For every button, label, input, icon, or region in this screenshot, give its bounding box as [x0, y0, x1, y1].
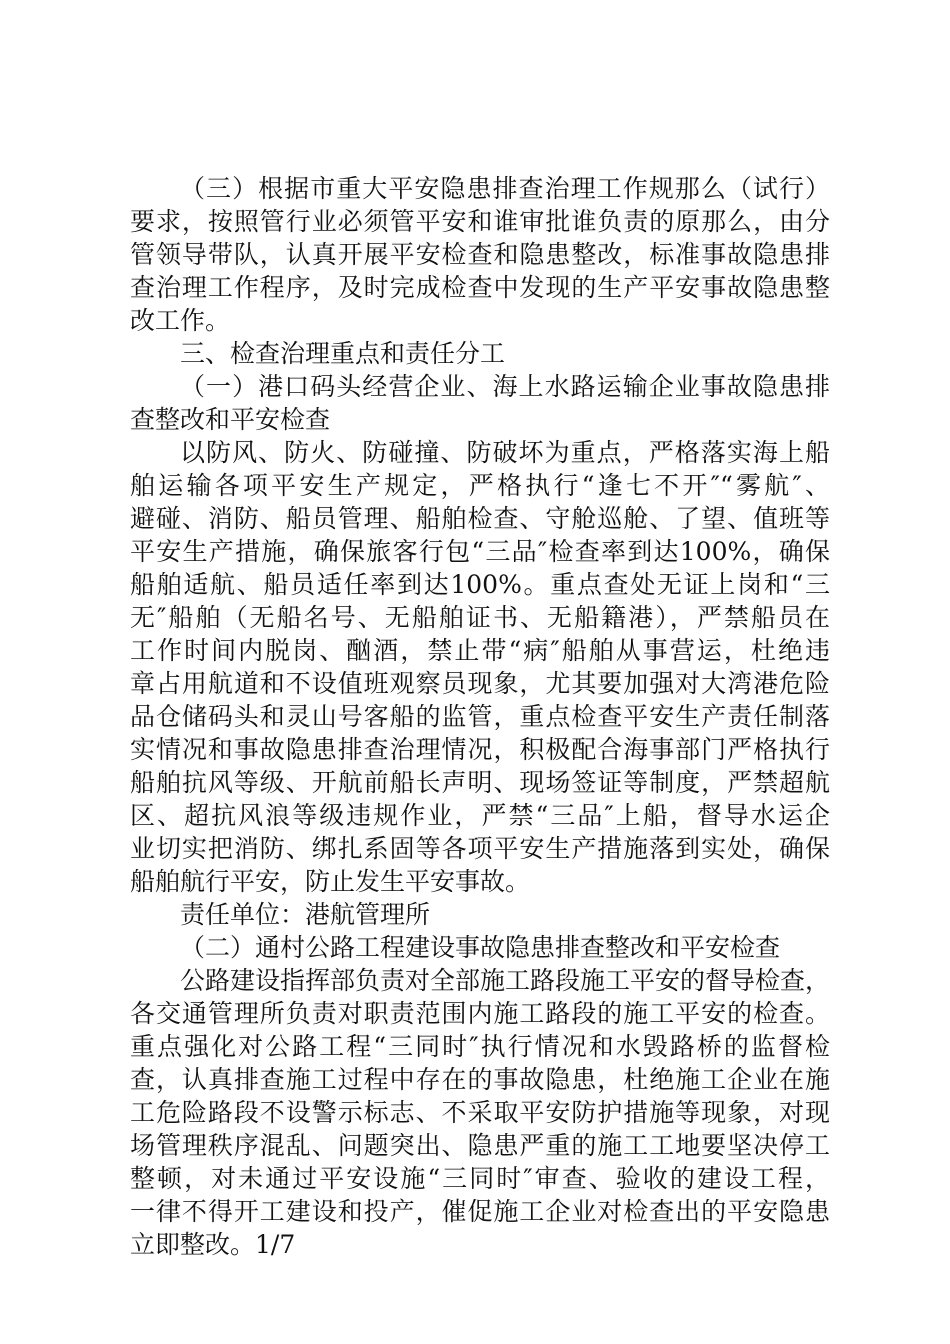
text-line: 重点强化对公路工程“三同时″执行情况和水毁路桥的监督检 — [130, 1032, 830, 1061]
text-line: 改工作。 — [130, 306, 231, 335]
text-line: 船舶航行平安，防止发生平安事故。 — [130, 867, 531, 896]
text-line: 无″船舶（无船名号、无船舶证书、无船籍港），严禁船员在 — [130, 603, 830, 632]
subsection-heading-road — [130, 931, 830, 964]
text-line: 品仓储码头和灵山号客船的监管，重点检查平安生产责任制落 — [130, 702, 830, 731]
responsible-unit — [130, 898, 830, 931]
heading-text: （二）通村公路工程建设事故隐患排查整改和平安检查 — [180, 933, 781, 962]
text-line: 管领导带队，认真开展平安检查和隐患整改，标准事故隐患排 — [130, 240, 830, 269]
text-line: 船舶抗风等级、开航前船长声明、现场签证等制度，严禁超航 — [130, 768, 830, 797]
text-line: 章占用航道和不设值班观察员现象，尤其要加强对大湾港危险 — [130, 669, 830, 698]
text-line: 场管理秩序混乱、问题突出、隐患严重的施工工地要坚决停工 — [130, 1131, 830, 1160]
text-line: （三）根据市重大平安隐患排查治理工作规那么（试行） — [180, 174, 830, 203]
text-line: 以防风、防火、防碰撞、防破坏为重点，严格落实海上船 — [180, 438, 830, 467]
paragraph-port-safety — [130, 436, 830, 898]
text-line: 平安生产措施，确保旅客行包“三品″检查率到达100%，确保 — [130, 537, 830, 566]
text-line: 船舶适航、船员适任率到达100%。重点查处无证上岗和“三 — [130, 570, 830, 599]
section-heading — [130, 337, 830, 370]
paragraph-requirements — [130, 172, 830, 337]
text-line: 整顿，对未通过平安设施“三同时″审查、验收的建设工程， — [130, 1164, 830, 1193]
text-line: 区、超抗风浪等级违规作业，严禁“三品″上船，督导水运企 — [130, 801, 830, 830]
heading-text: 三、检查治理重点和责任分工 — [180, 339, 506, 368]
text-line: 要求，按照管行业必须管平安和谁审批谁负责的原那么，由分 — [130, 207, 830, 236]
text-line: 公路建设指挥部负责对全部施工路段施工平安的督导检查， — [180, 966, 831, 995]
text-line: 舶运输各项平安生产规定，严格执行“逢七不开″“雾航″、 — [130, 471, 830, 500]
text-line: 各交通管理所负责对职责范围内施工路段的施工平安的检查。 — [130, 999, 830, 1028]
document-body — [130, 172, 830, 1261]
text-line: 查治理工作程序，及时完成检查中发现的生产平安事故隐患整 — [130, 273, 830, 302]
text-line: 责任单位：港航管理所 — [180, 900, 431, 929]
text-line: 立即整改。1/7 — [130, 1230, 296, 1259]
heading-text: （一）港口码头经营企业、海上水路运输企业事故隐患排 — [180, 372, 830, 401]
text-line: 工危险路段不设警示标志、不采取平安防护措施等现象，对现 — [130, 1098, 830, 1127]
text-line: 实情况和事故隐患排查治理情况，积极配合海事部门严格执行 — [130, 735, 830, 764]
paragraph-road-safety — [130, 964, 830, 1261]
text-line: 业切实把消防、绑扎系固等各项平安生产措施落到实处，确保 — [130, 834, 830, 863]
subsection-heading-port — [130, 370, 830, 436]
heading-text: 查整改和平安检查 — [130, 405, 331, 434]
text-line: 一律不得开工建设和投产，催促施工企业对检查出的平安隐患 — [130, 1197, 830, 1226]
text-line: 查，认真排查施工过程中存在的事故隐患，杜绝施工企业在施 — [130, 1065, 830, 1094]
text-line: 工作时间内脱岗、酗酒，禁止带“病″船舶从事营运，杜绝违 — [130, 636, 830, 665]
text-line: 避碰、消防、船员管理、船舶检查、守舱巡舱、了望、值班等 — [130, 504, 830, 533]
